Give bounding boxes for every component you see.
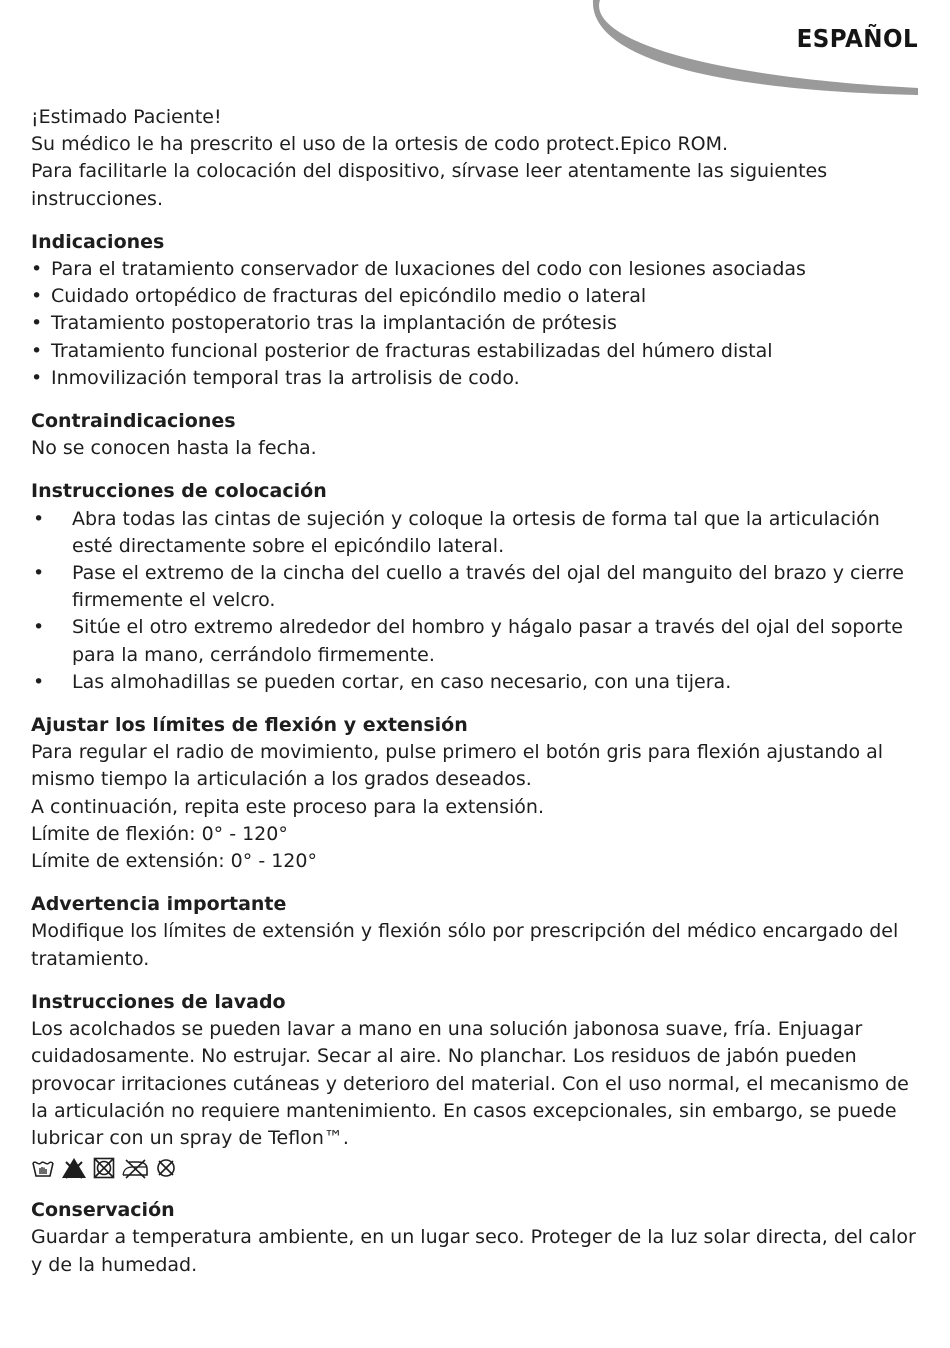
list-item: • Sitúe el otro extremo alrededor del hombro y hágalo pasar a través del ojal del soporte para la mano, cerrándolo firmemente. bbox=[33, 616, 903, 666]
hand-wash-icon bbox=[31, 1157, 55, 1179]
section-heading: Ajustar los límites de flexión y extensión bbox=[31, 714, 468, 737]
section-text: Para regular el radio de movimiento, pulse primero el botón gris para flexión ajustando al mismo tiempo la articulación a los grados deseados. bbox=[31, 741, 884, 791]
section-text: No se conocen hasta la fecha. bbox=[31, 437, 317, 460]
colocacion-section bbox=[31, 478, 921, 696]
no-iron-icon bbox=[121, 1157, 149, 1179]
list-item: • Abra todas las cintas de sujeción y coloque la ortesis de forma tal que la articulación esté directamente sobre el epicóndilo lateral. bbox=[33, 507, 880, 557]
lavado-section bbox=[31, 989, 921, 1181]
section-text: A continuación, repita este proceso para la extensión. bbox=[31, 795, 544, 818]
intro-line-1: Su médico le ha prescrito el uso de la ortesis de codo protect.Epico ROM. bbox=[31, 133, 729, 156]
document-body bbox=[31, 104, 921, 1279]
list-item: • Tratamiento funcional posterior de fracturas estabilizadas del húmero distal bbox=[31, 339, 773, 362]
indicaciones-section bbox=[31, 229, 921, 392]
language-title: ESPAÑOL bbox=[796, 24, 918, 53]
intro-section bbox=[31, 104, 921, 213]
flexion-limit: Límite de flexión: 0° - 120° bbox=[31, 822, 288, 845]
section-heading: Conservación bbox=[31, 1199, 175, 1222]
section-heading: Advertencia importante bbox=[31, 893, 287, 916]
section-text: Guardar a temperatura ambiente, en un lugar seco. Proteger de la luz solar directa, del calor y de la humedad. bbox=[31, 1226, 916, 1276]
greeting: ¡Estimado Paciente! bbox=[31, 106, 222, 128]
no-bleach-icon bbox=[61, 1157, 87, 1179]
indicaciones-list bbox=[31, 256, 921, 392]
advertencia-section bbox=[31, 891, 921, 973]
list-item: • Para el tratamiento conservador de luxaciones del codo con lesiones asociadas bbox=[31, 258, 806, 281]
ajustar-section bbox=[31, 712, 921, 875]
section-heading: Contraindicaciones bbox=[31, 410, 236, 433]
no-tumble-dry-icon bbox=[93, 1157, 115, 1179]
conservacion-section bbox=[31, 1197, 921, 1279]
no-dry-clean-icon bbox=[155, 1157, 177, 1179]
section-heading: Instrucciones de lavado bbox=[31, 990, 286, 1013]
colocacion-list bbox=[31, 506, 921, 696]
section-heading: Instrucciones de colocación bbox=[31, 480, 327, 503]
section-heading: Indicaciones bbox=[31, 230, 165, 253]
section-text: Los acolchados se pueden lavar a mano en una solución jabonosa suave, fría. Enjuagar cuidadosamente. No estrujar. Secar al aire. No planchar. Los residuos de jabón pueden provocar irritaciones cutáneas y deterioro del material. Con el uso normal, el mecanismo de la articulación no requiere mantenimiento. En casos excepcionales, sin embargo, se puede lubricar con un spray de Teflon™. bbox=[31, 1018, 909, 1149]
section-text: Modifique los límites de extensión y flexión sólo por prescripción del médico encargado del tratamiento. bbox=[31, 920, 899, 970]
care-symbols bbox=[31, 1154, 921, 1181]
list-item: • Inmovilización temporal tras la artrolisis de codo. bbox=[31, 366, 520, 389]
list-item: • Pase el extremo de la cincha del cuello a través del ojal del manguito del brazo y cierre firmemente el velcro. bbox=[33, 562, 904, 612]
list-item: • Tratamiento postoperatorio tras la implantación de prótesis bbox=[31, 312, 617, 335]
intro-line-2: Para facilitarle la colocación del dispositivo, sírvase leer atentamente las siguientes instrucciones. bbox=[31, 160, 828, 210]
contraindicaciones-section bbox=[31, 408, 921, 462]
list-item: • Las almohadillas se pueden cortar, en caso necesario, con una tijera. bbox=[33, 670, 732, 693]
extension-limit: Límite de extensión: 0° - 120° bbox=[31, 850, 317, 873]
list-item: • Cuidado ortopédico de fracturas del epicóndilo medio o lateral bbox=[31, 285, 647, 308]
